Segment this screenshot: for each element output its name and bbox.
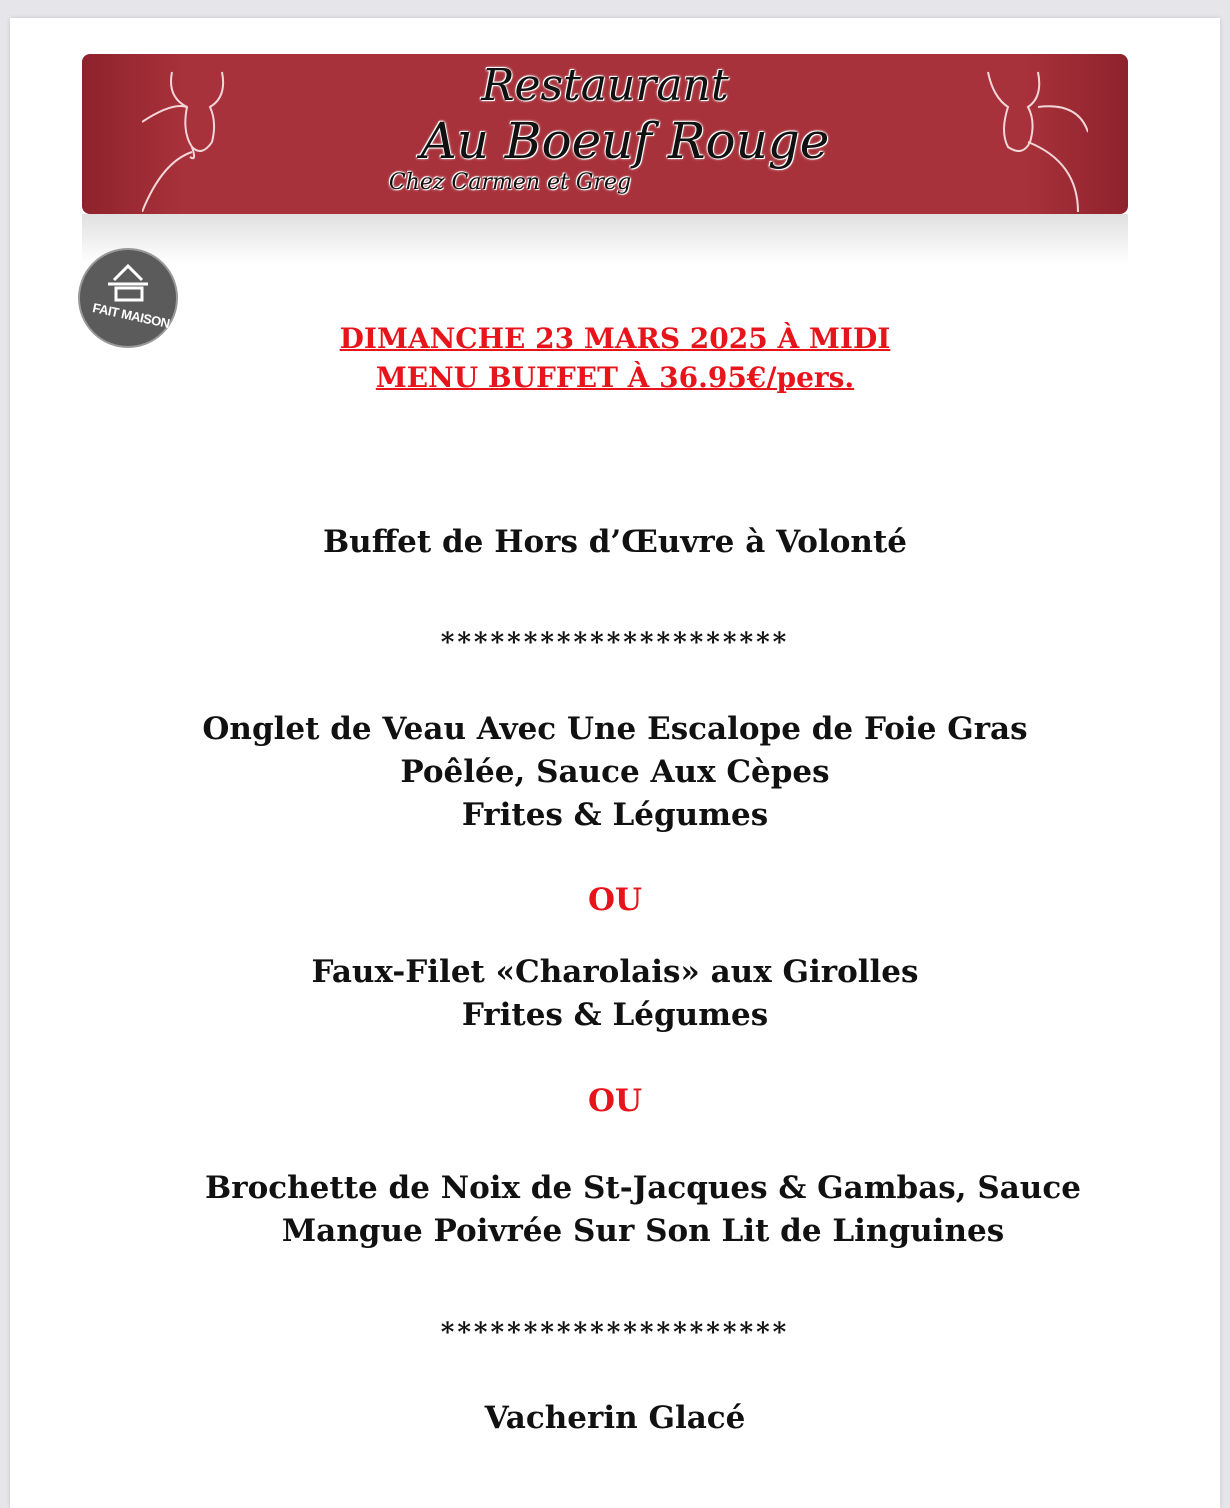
banner-reflection — [82, 214, 1128, 264]
main2-line1: Faux-Filet «Charolais» aux Girolles — [311, 954, 919, 990]
logo-restaurant: Restaurant — [481, 60, 729, 111]
or-label: OU — [587, 1083, 643, 1119]
main1-line3: Frites & Légumes — [461, 797, 769, 833]
main2-line2: Frites & Légumes — [461, 997, 769, 1033]
starter: Buffet de Hors d’Œuvre à Volonté — [322, 524, 907, 560]
main3-line2: Mangue Poivrée Sur Son Lit de Linguines — [281, 1213, 1005, 1249]
menu-price: MENU BUFFET À 36.95€/pers. — [375, 361, 855, 394]
badge-text: FAIT MAISON — [91, 300, 171, 331]
logo-subtitle: Chez Carmen et Greg — [388, 170, 632, 195]
main1-line2: Poêlée, Sauce Aux Cèpes — [400, 754, 830, 790]
or-label: OU — [587, 882, 643, 918]
dessert: Vacherin Glacé — [484, 1400, 746, 1436]
logo-name: Au Boeuf Rouge — [420, 112, 830, 170]
main3-line1: Brochette de Noix de St-Jacques & Gambas, Sauce — [205, 1170, 1081, 1206]
separator: ********************* — [440, 628, 790, 658]
house-icon — [106, 260, 150, 304]
event-date: DIMANCHE 23 MARS 2025 À MIDI — [339, 322, 891, 355]
restaurant-banner — [82, 54, 1128, 214]
main1-line1: Onglet de Veau Avec Une Escalope de Foie Gras — [202, 711, 1028, 747]
separator: ********************* — [440, 1318, 790, 1348]
